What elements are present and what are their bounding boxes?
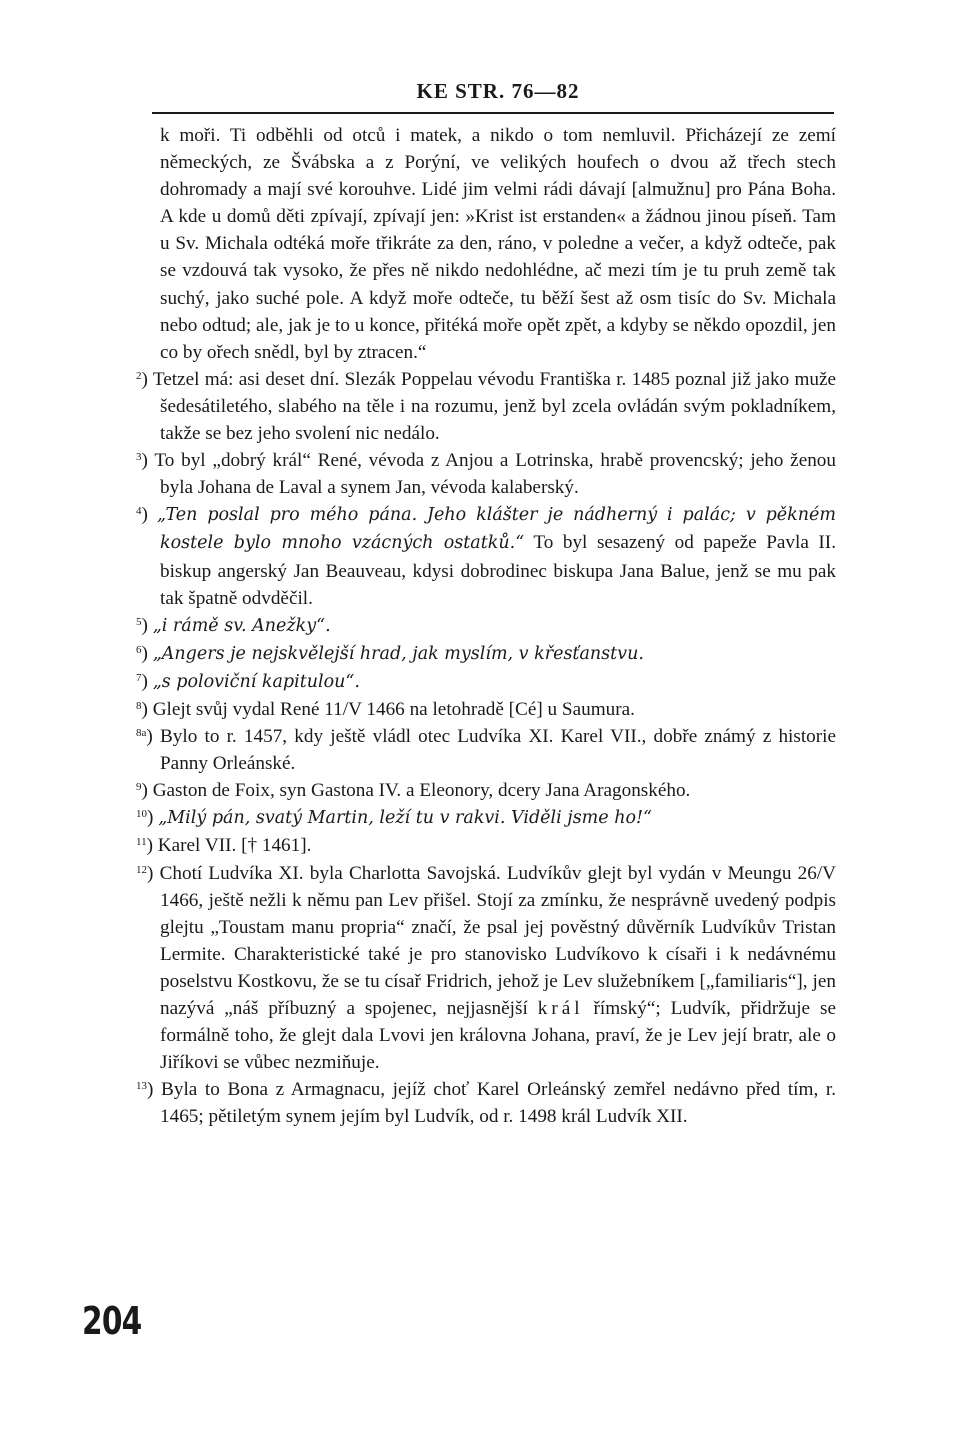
footnote-2: $^2$) Tetzel má: asi deset dní. Slezák Poppelau vévodu Františka r. 1485 poznal již jako muže šedesátiletého, slabého na těle i na rozumu, jenž byl zcela ovládán svým pokladníkem, takže se bez jeho svolení nic nedálo. (136, 368, 836, 445)
footnote-text: Gaston de Foix, syn Gastona IV. a Eleonory, dcery Jana Aragonského. (152, 780, 691, 802)
footnote-marker: 4 (136, 505, 142, 518)
footnote-12: $^{12}$) Chotí Ludvíka XI. byla Charlotta Savojská. Ludvíkův glejt byl vydán v Meungu 26/V 1466, ještě nežli k němu pan Lev přišel. Stojí za zmínku, že nesprávně uvedený podpis glejtu „Toustam manu propria“ značí, že psal jej pověstný důvěrník Ludvíkův Tristan Lermite. Charakteristické také je pro stanovisko Ludvíkovo k císaři i k nedávnému poselstvu Kostkovu, že se tu císař Fridrich, jehož je Lev služebníkem [„familiaris“], jen nazývá „náš příbuzný a spojenec, nejjasnější král římský“; Ludvík, přidržuje se formálně toho, že glejt dala Lvovi jen královna Johana, praví, že je Lev její bratr, ale o Jiříkovi se vůbec nezmiňuje. (136, 862, 836, 1074)
footnote-marker: 3 (136, 451, 142, 464)
footnote-8: $^8$) Glejt svůj vydal René 11/V 1466 na letohradě [Cé] u Saumura. (136, 698, 635, 720)
footnote-9: $^9$) Gaston de Foix, syn Gastona IV. a Eleonory, dcery Jana Aragonského. (136, 780, 691, 802)
header-rule (152, 112, 834, 114)
footnote-11: $^{11}$) Karel VII. [† 1461]. (136, 835, 312, 857)
footnote-text: římský“; Ludvík, přidržuje se formálně toho, že glejt dala Lvovi jen královna Johana, praví, že je Lev její bratr, ale o Jiříkovi se vůbec nezmiňuje. (160, 998, 836, 1074)
footnote-text: Tetzel má: asi deset dní. Slezák Poppelau vévodu Františka r. 1485 poznal již jako muže šedesátiletého, slabého na těle i na rozumu, jenž byl zcela ovládán svým pokladníkem, takže se bez jeho svolení nic nedálo. (152, 368, 836, 445)
page-number: 204 (82, 1299, 142, 1343)
footnotes-body (136, 122, 836, 1130)
footnote-marker: 13 (136, 1080, 147, 1093)
footnote-spaced-word: král (537, 998, 584, 1019)
footnote-marker: 8 (136, 699, 142, 712)
footnote-4: $^4$) „Ten poslal pro mého pána. Jeho klášter je nádherný i palác; v pěkném kostele bylo mnoho vzácných ostatků.“ To byl sesazený od papeže Pavla II. biskup angerský Jan Beauveau, kdysi dobrodinec biskupa Jana Balue, jenž se mu pak tak špatně odvděčil. (136, 504, 836, 609)
footnote-marker: 6 (136, 643, 142, 656)
footnote-marker: 9 (136, 781, 142, 794)
footnote-marker: 10 (136, 808, 147, 821)
footnote-text: To byl „dobrý král“ René, vévoda z Anjou a Lotrinska, hrabě provencský; jeho ženou byla Johana de Laval a synem Jan, vévoda kalaberský. (154, 450, 836, 499)
footnote-10: $^{10}$) „Milý pán, svatý Martin, leží tu v rakvi. Viděli jsme ho!“ (136, 807, 652, 829)
footnote-quote: „Ten poslal pro mého pána. Jeho klášter je nádherný i palác; v pěkném kostele bylo mnoho vzácných ostatků.“ (157, 505, 836, 554)
footnote-quote: „Angers je nejskvělejší hrad, jak myslím, v křesťanstvu. (152, 643, 644, 664)
footnote-text: Chotí Ludvíka XI. byla Charlotta Savojská. Ludvíkův glejt byl vydán v Meungu 26/V 1466, ještě nežli k němu pan Lev přišel. Stojí za zmínku, že nesprávně uvedený podpis glejtu „Toustam manu propria“ značí, že psal jej pověstný důvěrník Ludvíkův Tristan Lermite. Charakteristické také je pro stanovisko Ludvíkovo k císaři i k nedávnému poselstvu Kostkovu, že se tu císař Fridrich, jehož je Lev služebníkem [„familiaris“], jen nazývá „náš příbuzný a spojenec, nejjasnější (159, 862, 836, 1019)
footnote-marker: 7 (136, 671, 142, 684)
footnote-text: Karel VII. [† 1461]. (157, 835, 312, 857)
footnote-marker: 11 (136, 836, 147, 849)
footnote-marker: 8a (136, 727, 147, 740)
footnote-text: To byl sesazený od papeže Pavla II. biskup angerský Jan Beauveau, kdysi dobrodinec biskupa Jana Balue, jenž se mu pak tak špatně odvděčil. (160, 532, 836, 609)
continued-footnote: k moři. Ti odběhli od otců i matek, a nikdo o tom nemluvil. Přicházejí ze zemí německých, ze Švábska a z Porýní, ve velikých houfech o dvou až třech stech dohromady a mají své korouhve. Lidé jim velmi rádi dávají [almužnu] pro Pána Boha. A kde u domů děti zpívají, zpívají jen: »Krist ist erstanden« a žádnou jinou píseň. Tam u Sv. Michala odtéká moře třikráte za den, ráno, v poledne a večer, a když odteče, pak se vzdouvá tak vysoko, že přes ně nikdo nedohlédne, ač mezi tím je tu pruh země tak suchý, jako suché pole. A když moře odteče, tu běží šest až osm tisíc do Sv. Michala nebo odtud; ale, jak je to u konce, přitéká moře opět zpět, a kdyby se někdo opozdil, jen co by ořech snědl, byl by ztracen.“ (160, 125, 836, 363)
footnote-5: $^5$) „i rámě sv. Anežky“. (136, 614, 331, 636)
running-header: KE STR. 76—82 (416, 79, 580, 103)
footnote-marker: 5 (136, 615, 142, 628)
footnote-3: $^3$) To byl „dobrý král“ René, vévoda z Anjou a Lotrinska, hrabě provencský; jeho ženou byla Johana de Laval a synem Jan, vévoda kalaberský. (136, 450, 836, 499)
footnote-7: $^7$) „s poloviční kapitulou“. (136, 670, 360, 692)
footnote-text: Glejt svůj vydal René 11/V 1466 na letohradě [Cé] u Saumura. (152, 698, 635, 720)
footnote-marker: 12 (136, 863, 147, 876)
footnote-marker: 2 (136, 369, 142, 382)
footnote-8a: $^{8a}$) Bylo to r. 1457, kdy ještě vládl otec Ludvíka XI. Karel VII., dobře známý z historie Panny Orleánské. (136, 726, 837, 775)
footnote-quote: „i rámě sv. Anežky“. (152, 615, 331, 636)
footnote-6: $^6$) „Angers je nejskvělejší hrad, jak myslím, v křesťanstvu. (136, 642, 644, 664)
footnote-13: $^{13}$) Byla to Bona z Armagnacu, jejíž choť Karel Orleánský zemřel nedávno před tím, r. 1465; pětiletým synem jejím byl Ludvík, od r. 1498 král Ludvík XII. (136, 1079, 837, 1128)
footnote-text: Bylo to r. 1457, kdy ještě vládl otec Ludvíka XI. Karel VII., dobře známý z historie Panny Orleánské. (159, 726, 837, 775)
footnote-quote: „Milý pán, svatý Martin, leží tu v rakvi. Viděli jsme ho!“ (158, 808, 652, 829)
footnote-text: Byla to Bona z Armagnacu, jejíž choť Karel Orleánský zemřel nedávno před tím, r. 1465; pětiletým synem jejím byl Ludvík, od r. 1498 král Ludvík XII. (160, 1079, 837, 1128)
footnote-quote: „s poloviční kapitulou“. (152, 671, 360, 692)
